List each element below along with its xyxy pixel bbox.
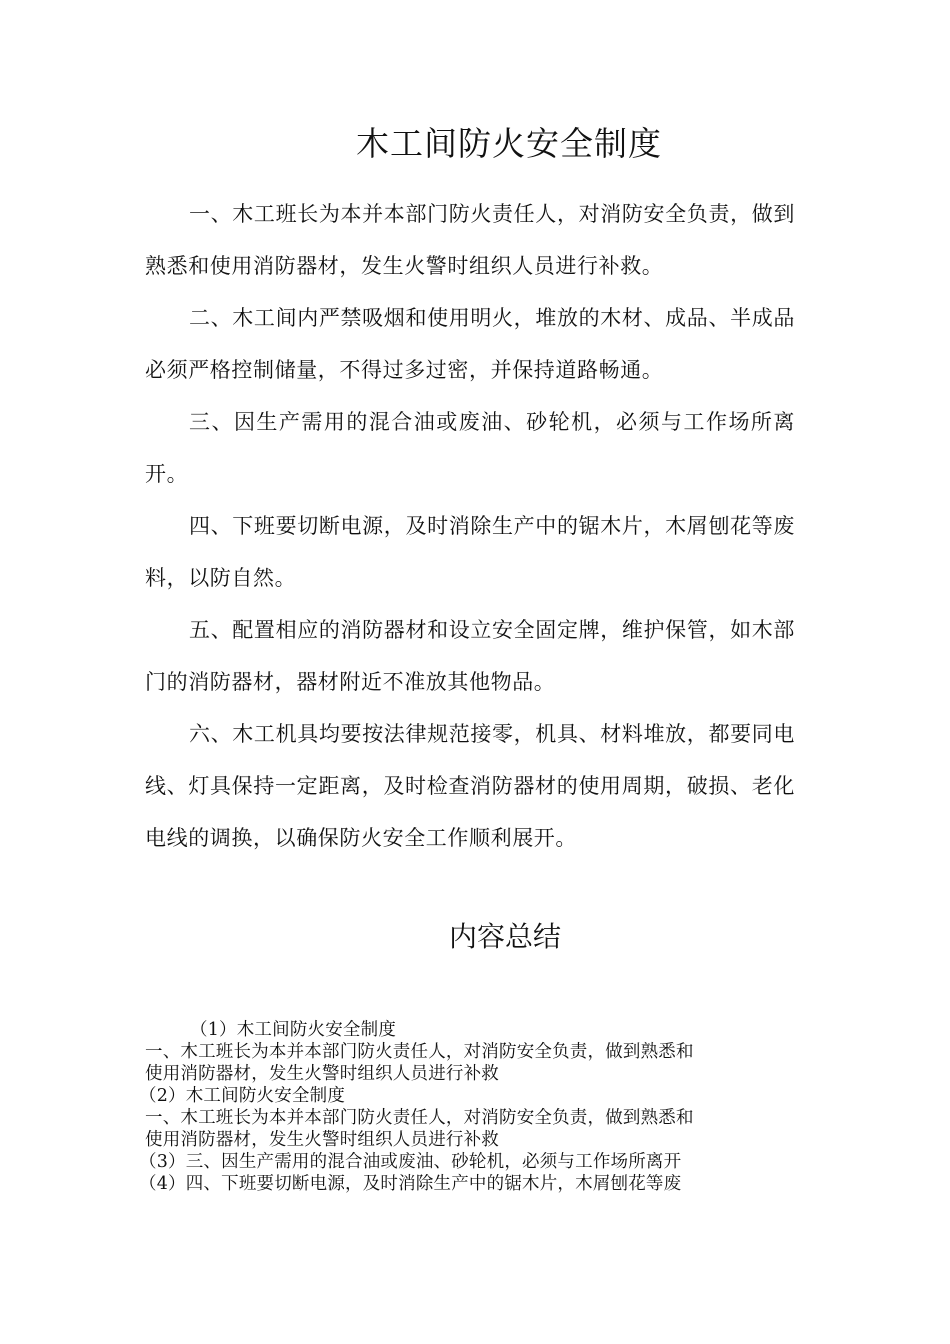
document-title: 木工间防火安全制度 [356,124,662,163]
paragraph-2: 二、木工间内严禁吸烟和使用明火，堆放的木材、成品、半成品必须严格控制储量，不得过多过密，并保持道路畅通。 [145,306,795,382]
summary-line: （3）三、因生产需用的混合油或废油、砂轮机，必须与工作场所离开 [139,1152,682,1172]
summary-line: 使用消防器材，发生火警时组织人员进行补救 [145,1130,499,1150]
summary-line: 使用消防器材，发生火警时组织人员进行补救 [145,1064,499,1084]
summary-line: 一、木工班长为本并本部门防火责任人，对消防安全负责，做到熟悉和 [145,1042,694,1062]
summary-line: （1）木工间防火安全制度 [190,1020,397,1040]
summary-title: 内容总结 [448,920,561,953]
document-body [145,188,795,864]
paragraph-4: 四、下班要切断电源，及时消除生产中的锯木片，木屑刨花等废料，以防自然。 [145,514,795,590]
summary-list [139,1019,795,1195]
summary-line: 一、木工班长为本并本部门防火责任人，对消防安全负责，做到熟悉和 [145,1108,694,1128]
paragraph-3: 三、因生产需用的混合油或废油、砂轮机，必须与工作场所离开。 [145,410,795,486]
summary-line: （4）四、下班要切断电源，及时消除生产中的锯木片，木屑刨花等废 [139,1174,682,1194]
paragraph-5: 五、配置相应的消防器材和设立安全固定牌，维护保管，如木部门的消防器材，器材附近不准放其他物品。 [145,618,795,694]
paragraph-1: 一、木工班长为本并本部门防火责任人，对消防安全负责，做到熟悉和使用消防器材，发生火警时组织人员进行补救。 [145,202,795,278]
summary-line: （2）木工间防火安全制度 [139,1086,346,1106]
paragraph-6: 六、木工机具均要按法律规范接零，机具、材料堆放，都要同电线、灯具保持一定距离，及时检查消防器材的使用周期，破损、老化电线的调换，以确保防火安全工作顺利展开。 [145,722,795,850]
